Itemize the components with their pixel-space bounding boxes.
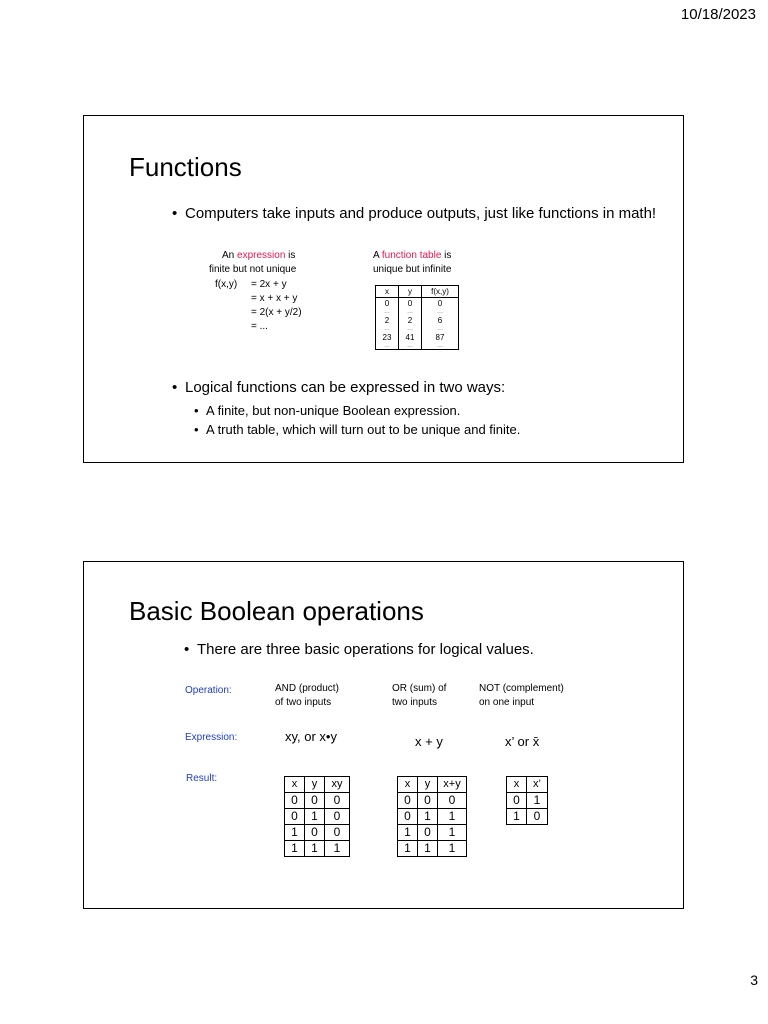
function-table-caption-line2: unique but infinite bbox=[373, 264, 452, 275]
bullet-three-operations bbox=[184, 640, 657, 659]
sub-bullet-text: A truth table, which will turn out to be unique and finite. bbox=[206, 422, 521, 437]
bullet-text: Logical functions can be expressed in two ways: bbox=[185, 379, 506, 396]
table-row bbox=[507, 793, 548, 809]
table-cell: 0 bbox=[285, 809, 305, 825]
bullet-dot-icon: • bbox=[172, 379, 178, 396]
row-label-expression: Expression: bbox=[185, 732, 238, 743]
table-cell: 2 bbox=[399, 315, 422, 326]
table-header-cell: x bbox=[285, 777, 305, 793]
table-row bbox=[285, 793, 350, 809]
table-cell: 0 bbox=[438, 793, 467, 809]
or-description: OR (sum) of bbox=[392, 683, 447, 694]
table-cell: 2 bbox=[376, 315, 399, 326]
header-date: 10/18/2023 bbox=[680, 6, 756, 23]
function-table bbox=[375, 285, 459, 350]
table-header-cell: x+y bbox=[438, 777, 467, 793]
table-header-cell: y bbox=[418, 777, 438, 793]
sub-bullet-expression bbox=[194, 402, 666, 419]
bullet-dot-icon: • bbox=[172, 205, 178, 222]
table-cell: 1 bbox=[418, 841, 438, 857]
table-cell: 1 bbox=[507, 809, 527, 825]
row-label-result: Result: bbox=[186, 773, 218, 784]
expression-line: = 2x + y bbox=[251, 279, 287, 290]
bullet-computers bbox=[172, 204, 665, 223]
table-header-row bbox=[398, 777, 467, 793]
table-cell: 1 bbox=[438, 809, 467, 825]
table-cell: 1 bbox=[398, 841, 418, 857]
or-description-line2: two inputs bbox=[392, 697, 438, 708]
table-cell: ... bbox=[422, 309, 459, 315]
table-header-cell: xy bbox=[325, 777, 350, 793]
not-description-line2: on one input bbox=[479, 697, 535, 708]
slide-boolean-operations bbox=[83, 561, 684, 909]
table-header-cell: f(x,y) bbox=[422, 286, 459, 298]
page-number: 3 bbox=[750, 972, 758, 988]
slide-title: Functions bbox=[129, 152, 242, 182]
table-cell: 23 bbox=[376, 332, 399, 343]
expression-label: f(x,y) bbox=[215, 279, 238, 290]
table-cell: ... bbox=[399, 343, 422, 350]
expression-caption bbox=[222, 249, 295, 263]
table-row bbox=[285, 841, 350, 857]
not-description: NOT (complement) bbox=[479, 683, 564, 694]
table-cell: 0 bbox=[507, 793, 527, 809]
bullet-dot-icon: • bbox=[194, 422, 199, 437]
table-cell: 1 bbox=[398, 825, 418, 841]
and-description-line2: of two inputs bbox=[275, 697, 332, 708]
expression-caption-line2: finite but not unique bbox=[209, 264, 297, 275]
table-cell: 0 bbox=[305, 825, 325, 841]
table-row bbox=[285, 825, 350, 841]
sub-bullet-text: A finite, but non-unique Boolean expression. bbox=[206, 403, 461, 418]
table-cell: 1 bbox=[305, 809, 325, 825]
table-row bbox=[376, 343, 459, 350]
table-cell: ... bbox=[376, 343, 399, 350]
table-cell: 0 bbox=[305, 793, 325, 809]
table-cell: 0 bbox=[325, 809, 350, 825]
table-cell: 1 bbox=[325, 841, 350, 857]
table-row bbox=[285, 809, 350, 825]
not-expression: x’ or x̄ bbox=[505, 734, 540, 749]
table-row bbox=[398, 825, 467, 841]
table-cell: 0 bbox=[418, 793, 438, 809]
slide-functions bbox=[83, 115, 684, 463]
table-cell: ... bbox=[422, 343, 459, 350]
table-cell: 0 bbox=[398, 793, 418, 809]
table-cell: 0 bbox=[398, 809, 418, 825]
table-cell: 0 bbox=[422, 298, 459, 310]
bullet-dot-icon: • bbox=[184, 641, 190, 658]
table-row bbox=[398, 809, 467, 825]
bullet-dot-icon: • bbox=[194, 403, 199, 418]
sub-bullet-truth-table bbox=[194, 421, 666, 438]
table-cell: 1 bbox=[438, 841, 467, 857]
table-header-cell: x bbox=[376, 286, 399, 298]
table-cell: 1 bbox=[285, 841, 305, 857]
table-cell: 0 bbox=[527, 809, 548, 825]
table-cell: 0 bbox=[376, 298, 399, 310]
table-cell: ... bbox=[422, 326, 459, 332]
caption-highlight: expression bbox=[237, 250, 286, 261]
caption-post: is bbox=[285, 250, 296, 261]
table-header-cell: y bbox=[305, 777, 325, 793]
and-truth-table bbox=[284, 776, 350, 857]
or-expression: x + y bbox=[415, 734, 443, 749]
table-cell: 0 bbox=[285, 793, 305, 809]
table-header-cell: x bbox=[398, 777, 418, 793]
table-cell: 0 bbox=[325, 793, 350, 809]
and-description: AND (product) bbox=[275, 683, 339, 694]
function-table-caption bbox=[373, 249, 451, 263]
table-cell: ... bbox=[399, 326, 422, 332]
row-label-operation: Operation: bbox=[185, 685, 232, 696]
caption-pre: An bbox=[222, 250, 238, 261]
expression-line: = ... bbox=[251, 321, 268, 332]
expression-line: = x + x + y bbox=[251, 293, 298, 304]
table-cell: 1 bbox=[418, 809, 438, 825]
table-cell: 1 bbox=[285, 825, 305, 841]
table-cell: 0 bbox=[418, 825, 438, 841]
table-header-cell: y bbox=[399, 286, 422, 298]
bullet-logical-functions bbox=[172, 378, 665, 397]
table-cell: 6 bbox=[422, 315, 459, 326]
expression-line: = 2(x + y/2) bbox=[251, 307, 302, 318]
bullet-text: Computers take inputs and produce outputs, just like functions in math! bbox=[185, 205, 657, 222]
table-header-row bbox=[507, 777, 548, 793]
table-cell: 0 bbox=[399, 298, 422, 310]
table-cell: 87 bbox=[422, 332, 459, 343]
table-header-row bbox=[376, 286, 459, 298]
table-cell: ... bbox=[376, 326, 399, 332]
or-truth-table bbox=[397, 776, 467, 857]
slide-title: Basic Boolean operations bbox=[129, 596, 424, 626]
table-cell: 41 bbox=[399, 332, 422, 343]
table-cell: 1 bbox=[438, 825, 467, 841]
table-cell: ... bbox=[376, 309, 399, 315]
table-header-cell: x bbox=[507, 777, 527, 793]
caption-pre: A bbox=[373, 250, 382, 261]
table-header-cell: x’ bbox=[527, 777, 548, 793]
table-row bbox=[398, 793, 467, 809]
table-cell: 1 bbox=[305, 841, 325, 857]
bullet-text: There are three basic operations for logical values. bbox=[197, 641, 534, 658]
caption-highlight: function table bbox=[381, 250, 442, 261]
table-cell: ... bbox=[399, 309, 422, 315]
and-expression: xy, or x•y bbox=[285, 729, 337, 744]
table-header-row bbox=[285, 777, 350, 793]
table-cell: 1 bbox=[527, 793, 548, 809]
table-row bbox=[507, 809, 548, 825]
table-cell: 0 bbox=[325, 825, 350, 841]
not-truth-table bbox=[506, 776, 548, 825]
caption-post: is bbox=[441, 250, 452, 261]
table-row bbox=[398, 841, 467, 857]
